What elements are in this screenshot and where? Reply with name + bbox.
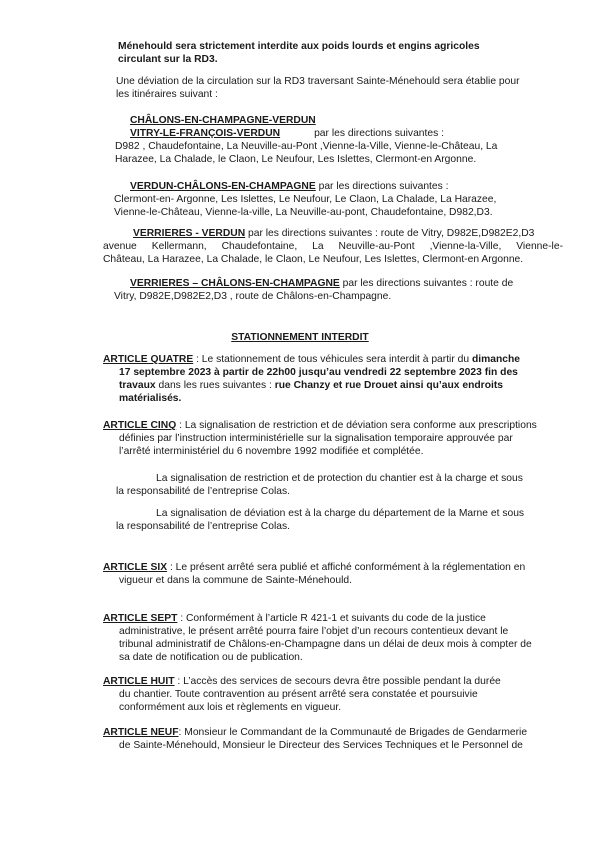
article-cinq-line-1: : La signalisation de restriction et de déviation sera conforme aux prescriptions: [176, 420, 537, 431]
article-huit: [103, 675, 563, 714]
route-4-line-1: Vitry, D982E,D982E2,D3 , route de Châlons-en-Champagne.: [114, 291, 392, 302]
deviation-line-2: les itinéraires suivant :: [116, 89, 218, 100]
deviation-line-1: Une déviation de la circulation sur la RD3 traversant Sainte-Ménehould sera établie pour: [116, 76, 520, 87]
article-huit-line-2: du chantier. Toute contravention au présent arrêté sera constatée et poursuivie: [119, 689, 478, 700]
route-3-name: VERRIERES - VERDUN: [133, 228, 246, 239]
route-2-line-1: Clermont-en- Argonne, Les Islettes, Le Neufour, Le Claon, La Chalade, La Harazee,: [114, 194, 497, 205]
intro-line-1: Ménehould sera strictement interdite aux poids lourds et engins agricoles: [118, 41, 480, 52]
route-1-name-1: CHÂLONS-EN-CHAMPAGNE-VERDUN: [130, 115, 316, 126]
article-neuf-label: ARTICLE NEUF: [103, 727, 179, 738]
route-block-4: [114, 277, 564, 303]
article-cinq-label: ARTICLE CINQ: [103, 420, 177, 431]
intro-line-2: circulant sur la RD3.: [118, 54, 218, 65]
route-block-1: [103, 114, 563, 166]
route-4-name: VERRIERES – CHÂLONS-EN-CHAMPAGNE: [130, 278, 340, 289]
article-huit-line-1: : L’accès des services de secours devra être possible pendant la durée: [174, 676, 501, 687]
route-1-line-1: D982 , Chaudefontaine, La Neuville-au-Pont ,Vienne-la-Ville, Vienne-le-Château, La: [115, 141, 498, 152]
section-title: STATIONNEMENT INTERDIT: [231, 332, 369, 343]
article-sept-label: ARTICLE SEPT: [103, 613, 178, 624]
article-neuf: [103, 726, 563, 752]
article-sept-line-3: tribunal administratif de Châlons-en-Champagne dans un délai de deux mois à compter de: [119, 639, 532, 650]
article-quatre: [103, 353, 563, 405]
article-six-line-2: vigueur et dans la commune de Sainte-Ménehould.: [119, 575, 352, 586]
article-huit-label: ARTICLE HUIT: [103, 676, 175, 687]
article-cinq-para-3-line-2: la responsabilité de l’entreprise Colas.: [116, 521, 290, 532]
route-1-name-2: VITRY-LE-FRANÇOIS-VERDUN: [130, 128, 281, 139]
article-cinq-line-3: l’arrêté interministériel du 6 novembre 1992 modifiée et complétée.: [119, 446, 424, 457]
route-3-lead: par les directions suivantes : route de Vitry, D982E,D982E2,D3: [245, 228, 535, 239]
article-huit-line-3: conformément aux lois et règlements en vigueur.: [119, 702, 342, 713]
route-block-2: [114, 180, 564, 219]
route-block-3: [103, 227, 563, 266]
article-cinq-para-3: [116, 507, 566, 533]
article-quatre-date-start: dimanche: [471, 354, 521, 365]
article-quatre-label: ARTICLE QUATRE: [103, 354, 194, 365]
article-neuf-line-1: : Monsieur le Commandant de la Communauté de Brigades de Gendarmerie: [178, 727, 528, 738]
article-quatre-text-1: : Le stationnement de tous véhicules sera interdit à partir du: [193, 354, 472, 365]
article-quatre-streets: rue Chanzy et rue Drouet ainsi qu’aux endroits: [274, 380, 503, 391]
route-3-line-2: Château, La Harazee, La Chalade, le Claon, Le Neufour, Les Islettes, Clermont-en Argonne.: [103, 254, 524, 265]
article-cinq-para-2: [116, 472, 566, 498]
article-quatre-period: 17 septembre 2023 à partir de 22h00 jusqu’au vendredi 22 septembre 2023 fin des: [119, 367, 518, 378]
route-2-line-2: Vienne-le-Château, Vienne-la-ville, La Neuville-au-pont, Chaudefontaine, D982,D3.: [114, 207, 493, 218]
article-six: [103, 561, 563, 587]
article-quatre-materialises: matérialisés.: [119, 393, 182, 404]
article-cinq-para-3-line-1: La signalisation de déviation est à la charge du département de la Marne et sous: [156, 508, 525, 519]
route-4-lead: par les directions suivantes : route de: [339, 278, 514, 289]
article-sept-line-1: : Conformément à l’article R 421-1 et suivants du code de la justice: [177, 613, 486, 624]
route-1-lead: par les directions suivantes :: [314, 128, 444, 139]
article-neuf-line-2: de Sainte-Ménehould, Monsieur le Directeur des Services Techniques et le Personnel de: [119, 740, 523, 751]
route-2-lead: par les directions suivantes :: [315, 181, 449, 192]
article-cinq-para-2-line-2: la responsabilité de l’entreprise Colas.: [116, 486, 290, 497]
article-quatre-travaux: travaux: [119, 380, 156, 391]
article-six-label: ARTICLE SIX: [103, 562, 168, 573]
intro-restriction: [118, 40, 508, 66]
route-3-line-1: avenue Kellermann, Chaudefontaine, La Neuville-au-Pont ,Vienne-la-Ville, Vienne-le-: [103, 241, 563, 252]
article-sept-line-2: administrative, le présent arrêté pourra faire l’objet d’un recours contentieux devant le: [119, 626, 509, 637]
article-cinq: [103, 419, 563, 458]
route-2-name: VERDUN-CHÂLONS-EN-CHAMPAGNE: [130, 181, 316, 192]
route-1-line-2: Harazee, La Chalade, le Claon, Le Neufour, Les Islettes, Clermont-en Argonne.: [115, 154, 477, 165]
article-sept-line-4: sa date de notification ou de publication.: [119, 652, 303, 663]
article-cinq-para-2-line-1: La signalisation de restriction et de protection du chantier est à la charge et sous: [156, 473, 523, 484]
article-six-line-1: : Le présent arrêté sera publié et affiché conformément à la réglementation en: [167, 562, 526, 573]
article-quatre-text-2: dans les rues suivantes :: [155, 380, 275, 391]
intro-deviation: [116, 75, 566, 101]
article-cinq-line-2: définies par l’instruction interministérielle sur la signalisation temporaire approuvée par: [119, 433, 513, 444]
article-sept: [103, 612, 563, 664]
